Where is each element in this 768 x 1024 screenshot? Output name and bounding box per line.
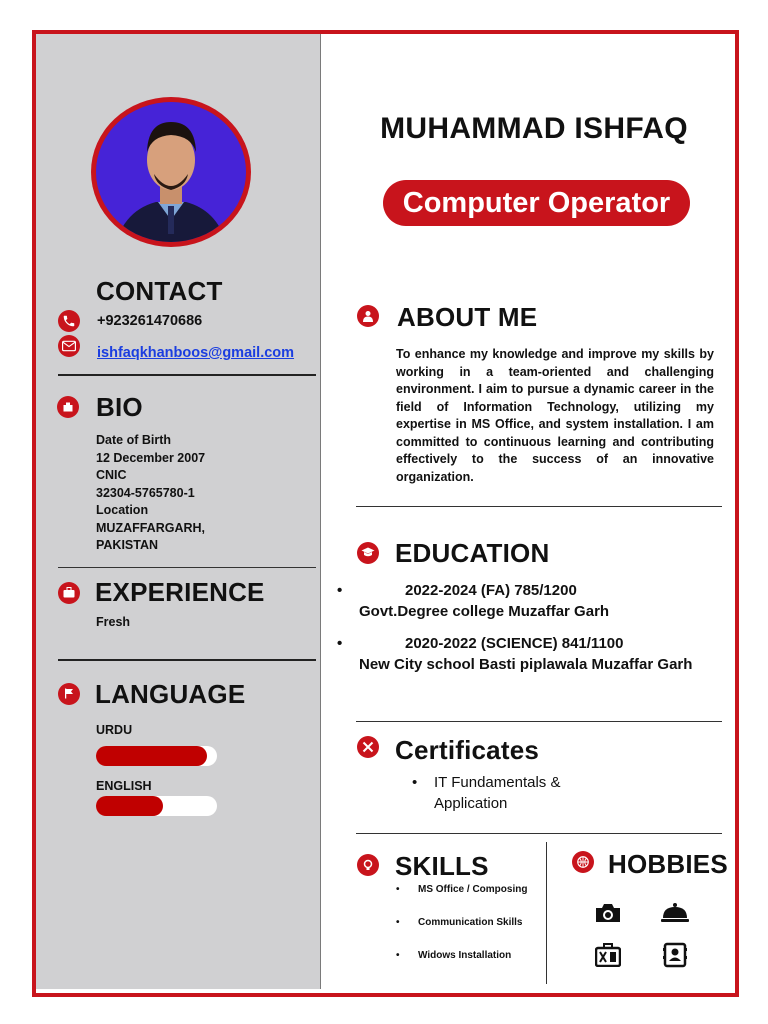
skills-hobbies-divider	[546, 842, 547, 984]
language-level-urdu	[96, 746, 207, 766]
bio-dob-value: 12 December 2007	[96, 450, 206, 465]
briefcase-icon	[58, 582, 80, 604]
education-item	[359, 633, 692, 675]
graduation-cap-icon	[357, 542, 379, 564]
bio-location-country: PAKISTAN	[96, 538, 159, 552]
education-heading: EDUCATION	[395, 538, 550, 568]
sidebar-divider	[58, 374, 316, 376]
bio-details	[96, 432, 205, 555]
profile-photo	[91, 97, 251, 247]
language-heading: LANGUAGE	[95, 679, 246, 709]
flag-icon	[58, 683, 80, 705]
certificates-heading: Certificates	[395, 735, 540, 765]
bio-location-label: Location	[96, 503, 149, 517]
education-item	[359, 580, 609, 622]
bio-location-city: MUZAFFARGARH,	[96, 520, 206, 535]
camera-icon	[594, 902, 622, 929]
phone-icon	[58, 310, 80, 332]
language-level-english	[96, 796, 163, 816]
sidebar-divider	[58, 567, 316, 568]
hobbies-heading: HOBBIES	[608, 849, 728, 879]
experience-text: Fresh	[96, 615, 131, 629]
bio-cnic-value: 32304-5765780-1	[96, 485, 195, 500]
bio-cnic-label: CNIC	[96, 468, 127, 482]
section-divider	[356, 721, 722, 722]
education-school: New City school Basti piplawala Muzaffar Garh	[359, 656, 693, 673]
skills-list	[418, 884, 527, 983]
language-label-english: ENGLISH	[96, 779, 152, 793]
cloche-icon	[660, 902, 690, 929]
certificate-name: • IT Fundamentals & Application	[434, 772, 594, 814]
suitcase-icon	[595, 943, 621, 972]
education-degree: • 2022-2024 (FA) 785/1200	[359, 580, 609, 601]
bio-dob-label: Date of Birth	[96, 433, 171, 447]
skill-item: • Widows Installation	[418, 950, 527, 983]
education-degree: • 2020-2022 (SCIENCE) 841/1100	[359, 633, 692, 654]
section-divider	[356, 506, 722, 507]
email-link[interactable]: ishfaqkhanboos@gmail.com	[97, 345, 295, 361]
tools-icon	[357, 736, 379, 758]
language-label-urdu: URDU	[96, 723, 133, 737]
id-card-icon	[663, 942, 687, 973]
skill-item: • MS Office / Composing	[418, 884, 527, 917]
experience-heading: EXPERIENCE	[95, 577, 265, 607]
job-title: Computer Operator	[402, 187, 671, 219]
bio-heading: BIO	[96, 392, 143, 422]
lightbulb-icon	[357, 854, 379, 876]
person-name: MUHAMMAD ISHFAQ	[380, 112, 688, 145]
language-bar-urdu	[96, 746, 217, 766]
email-icon	[58, 335, 80, 357]
about-heading: ABOUT ME	[397, 302, 538, 332]
bio-icon	[57, 396, 79, 418]
about-text: To enhance my knowledge and improve my skills by working in a team-oriented and challenging environment. I aim to pursue a dynamic career in the field of Information Technology, utilizing my expertise in MS Office, and system installation. I am committed to continuous learning and contributing effectively to the success of an innovative organization.	[396, 347, 714, 484]
phone-number: +923261470686	[97, 313, 203, 329]
skills-heading: SKILLS	[395, 851, 489, 881]
contact-heading: CONTACT	[96, 276, 223, 306]
section-divider	[356, 833, 722, 834]
skill-item: • Communication Skills	[418, 917, 527, 950]
certificate-item	[434, 772, 594, 814]
education-school: Govt.Degree college Muzaffar Garh	[359, 603, 610, 620]
sidebar-divider	[58, 659, 316, 661]
language-bar-english	[96, 796, 217, 816]
user-icon	[357, 305, 379, 327]
job-title-badge	[383, 180, 690, 226]
basketball-icon	[572, 851, 594, 873]
